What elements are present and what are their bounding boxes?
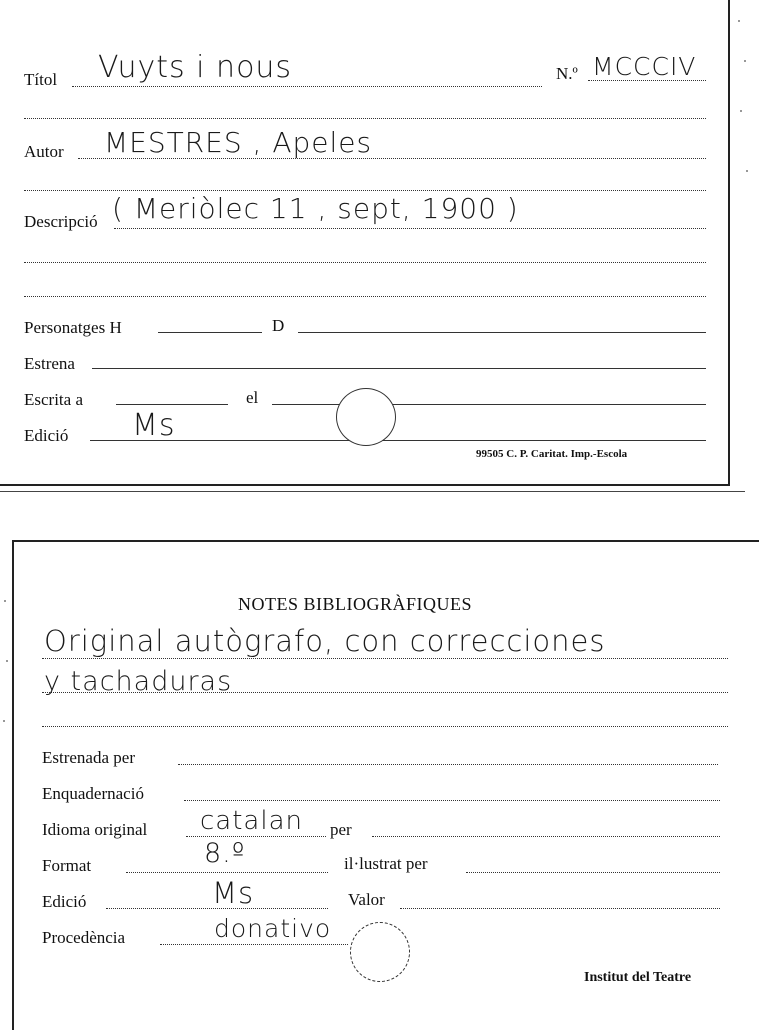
- notes-text-line2: y tachaduras: [44, 666, 233, 697]
- stamp-circle: [336, 388, 396, 446]
- scan-speck: [746, 170, 748, 172]
- idioma-value: catalan: [200, 806, 303, 836]
- separator-line: [24, 190, 706, 191]
- idioma-line: [186, 836, 326, 837]
- escrita-el-line: [272, 404, 706, 405]
- idioma-per-line: [372, 836, 720, 837]
- notes-text-line1: Original autògrafo, con correcciones: [44, 624, 606, 658]
- numero-value: MCCCIV: [592, 52, 697, 81]
- institution-name: Institut del Teatre: [584, 970, 692, 985]
- personatges-h-line: [158, 332, 262, 333]
- enquadernacio-label: Enquadernació: [42, 784, 144, 803]
- procedencia-value: donativo: [214, 914, 332, 943]
- catalog-card-bottom: [12, 540, 759, 1030]
- edicio-value: Ms: [132, 408, 176, 443]
- catalog-card-top: [0, 0, 730, 486]
- notes-line: [42, 658, 728, 659]
- enquadernacio-line: [184, 800, 720, 801]
- edicio2-label: Edició: [42, 892, 87, 911]
- procedencia-line: [160, 944, 348, 945]
- descripcio-label: Descripció: [24, 212, 98, 231]
- stamp-circle: [350, 922, 410, 982]
- edicio-line: [90, 440, 706, 441]
- notes-line: [42, 726, 728, 727]
- scan-speck: [3, 720, 5, 722]
- autor-label: Autor: [24, 142, 64, 161]
- titol-value: Vuyts i nous: [98, 50, 293, 85]
- idioma-per-label: per: [330, 820, 352, 839]
- titol-line: [72, 86, 542, 87]
- format-illustrat-label: il·lustrat per: [344, 854, 428, 873]
- printer-imprint: 99505 C. P. Caritat. Imp.-Escola: [476, 448, 628, 460]
- personatges-d-label: D: [272, 316, 285, 335]
- escrita-el-label: el: [246, 388, 259, 407]
- scan-speck: [744, 60, 746, 62]
- card-divider: [0, 491, 745, 492]
- descripcio-line: [114, 228, 706, 229]
- personatges-label: Personatges H: [24, 318, 122, 337]
- format-label: Format: [42, 856, 92, 875]
- titol-label: Títol: [24, 70, 58, 89]
- separator-line: [24, 296, 706, 297]
- format-line: [126, 872, 328, 873]
- valor-label: Valor: [348, 890, 385, 909]
- scan-speck: [4, 600, 6, 602]
- separator-line: [24, 118, 706, 119]
- estrena-line: [92, 368, 706, 369]
- scan-speck: [740, 110, 742, 112]
- edicio2-value: Ms: [212, 876, 255, 910]
- estrena-label: Estrena: [24, 354, 75, 373]
- scan-speck: [6, 660, 8, 662]
- separator-line: [24, 262, 706, 263]
- procedencia-label: Procedència: [42, 928, 126, 947]
- escrita-label: Escrita a: [24, 390, 83, 409]
- descripcio-value: ( Meriòlec 11 , sept, 1900 ): [112, 192, 519, 225]
- personatges-d-line: [298, 332, 706, 333]
- idioma-label: Idioma original: [42, 820, 148, 839]
- format-value: 8.º: [204, 838, 246, 869]
- valor-line: [400, 908, 720, 909]
- format-illustrat-line: [466, 872, 720, 873]
- escrita-line: [116, 404, 228, 405]
- estrenada-label: Estrenada per: [42, 748, 135, 767]
- notes-heading: NOTES BIBLIOGRÀFIQUES: [238, 594, 473, 614]
- numero-label: N.º: [556, 64, 578, 83]
- edicio-label: Edició: [24, 426, 69, 445]
- autor-value: MESTRES , Apeles: [104, 126, 373, 159]
- estrenada-line: [178, 764, 718, 765]
- scan-speck: [738, 20, 740, 22]
